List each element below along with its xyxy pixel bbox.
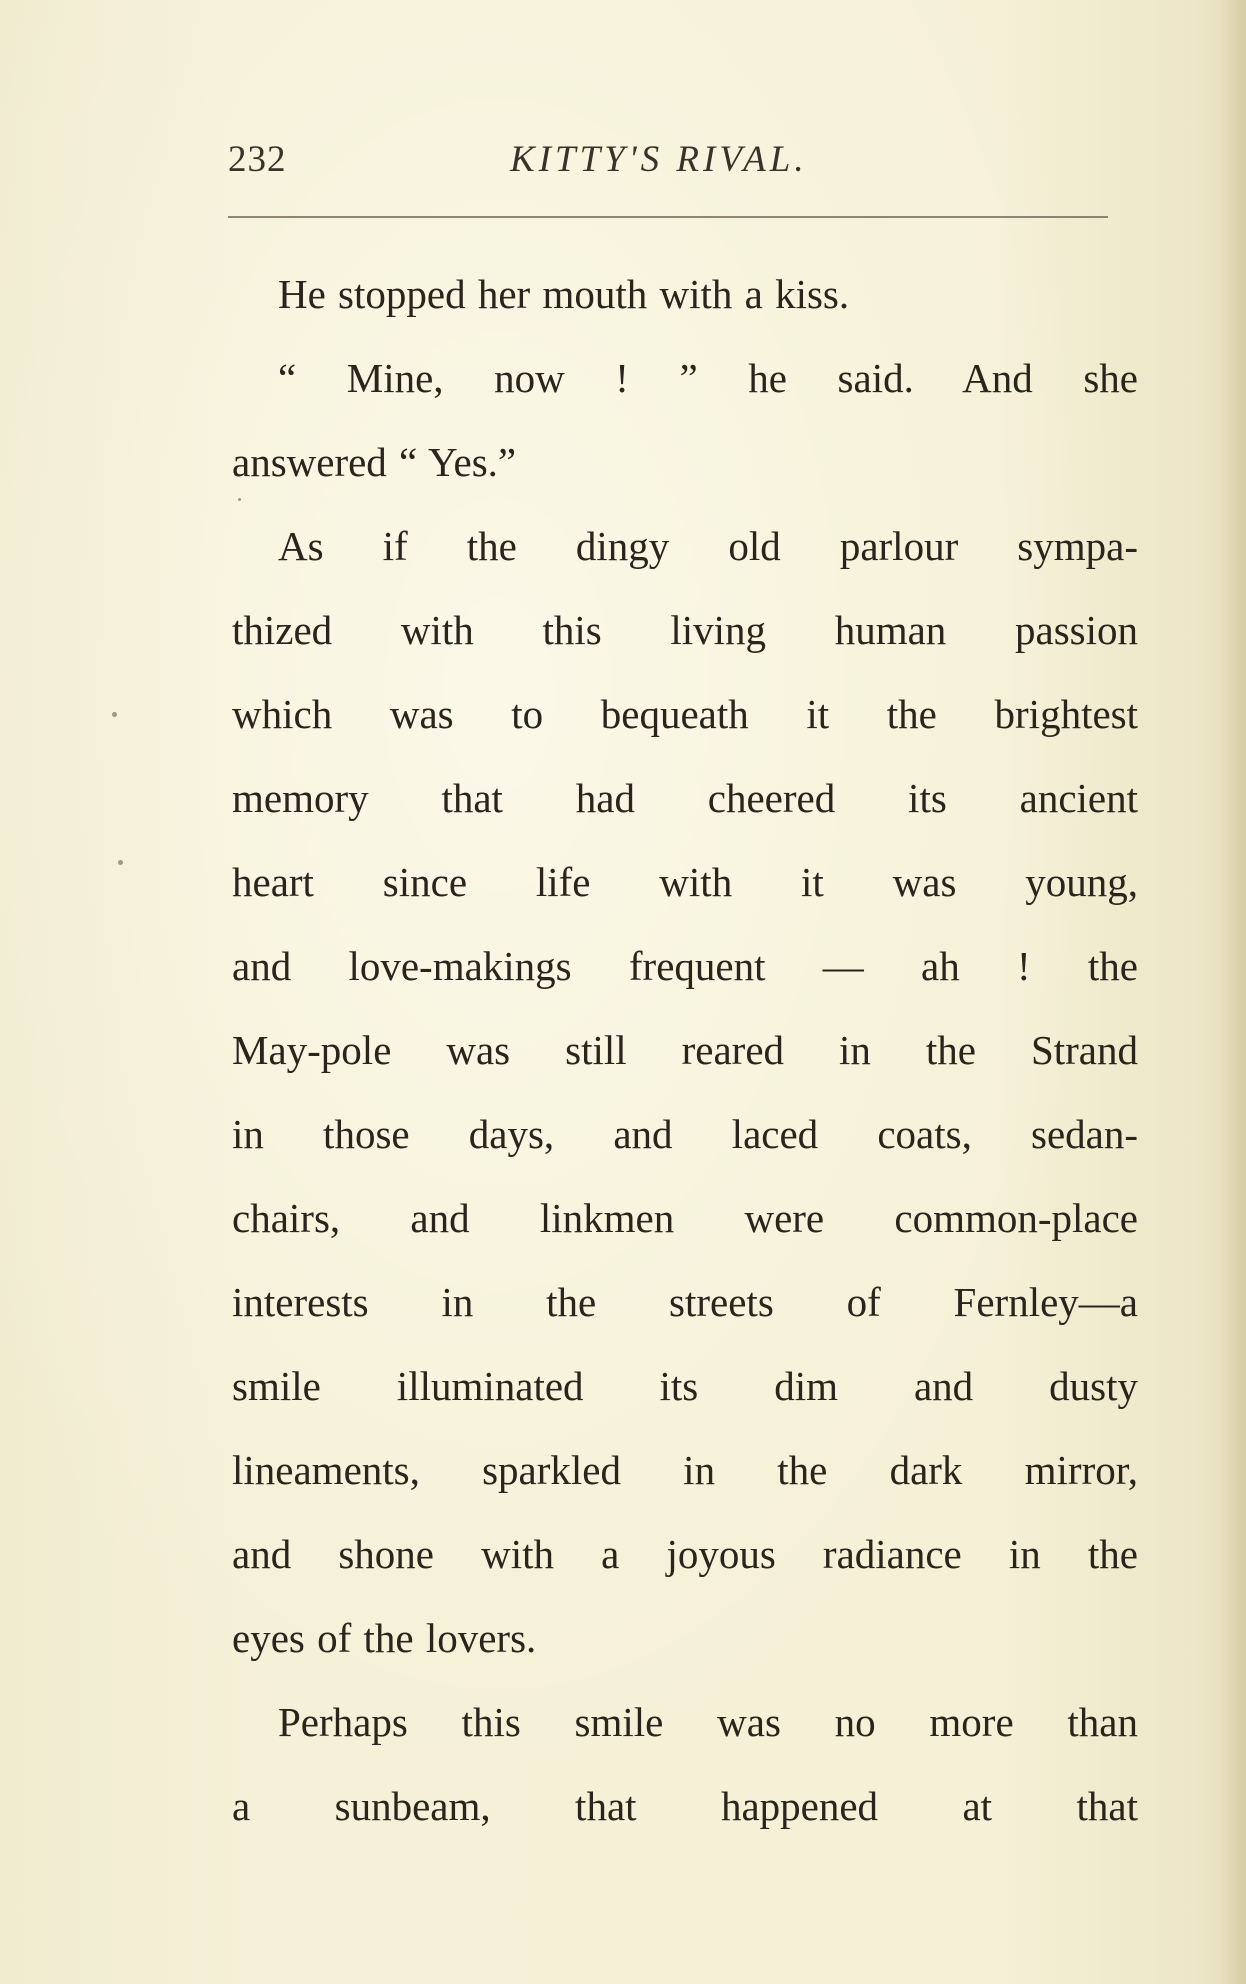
text-line: smile illuminated its dim and dusty (232, 1363, 1138, 1409)
body-text (232, 252, 1138, 1848)
text-line: and love-makings frequent — ah ! the (232, 943, 1138, 989)
running-head (228, 138, 1134, 198)
running-title: KITTY'S RIVAL. (510, 139, 808, 180)
text-line: May-pole was still reared in the Strand (232, 1027, 1138, 1073)
text-line: chairs, and linkmen were common-place (232, 1195, 1138, 1241)
paper-speck (118, 860, 123, 865)
text-line: “ Mine, now ! ” he said. And she (278, 355, 1138, 401)
text-line: interests in the streets of Fernley—a (232, 1279, 1138, 1325)
text-line: As if the dingy old parlour sympa- (278, 523, 1138, 569)
text-line: He stopped her mouth with a kiss. (278, 271, 850, 317)
text-line: a sunbeam, that happened at that (232, 1783, 1138, 1829)
paper-speck (112, 712, 117, 717)
paper-speck (238, 498, 241, 501)
text-line: thized with this living human passion (232, 607, 1138, 653)
text-line: lineaments, sparkled in the dark mirror, (232, 1447, 1138, 1493)
text-line: in those days, and laced coats, sedan- (232, 1111, 1138, 1157)
page-number: 232 (228, 139, 287, 180)
text-line: answered “ Yes.” (232, 439, 517, 485)
page-edge-shadow (1220, 0, 1246, 1984)
text-line: Perhaps this smile was no more than (278, 1699, 1138, 1745)
text-line: and shone with a joyous radiance in the (232, 1531, 1138, 1577)
text-line: heart since life with it was young, (232, 859, 1138, 905)
header-rule (228, 216, 1108, 218)
text-line: memory that had cheered its ancient (232, 775, 1138, 821)
text-line: which was to bequeath it the brightest (232, 691, 1138, 737)
text-line: eyes of the lovers. (232, 1615, 537, 1661)
